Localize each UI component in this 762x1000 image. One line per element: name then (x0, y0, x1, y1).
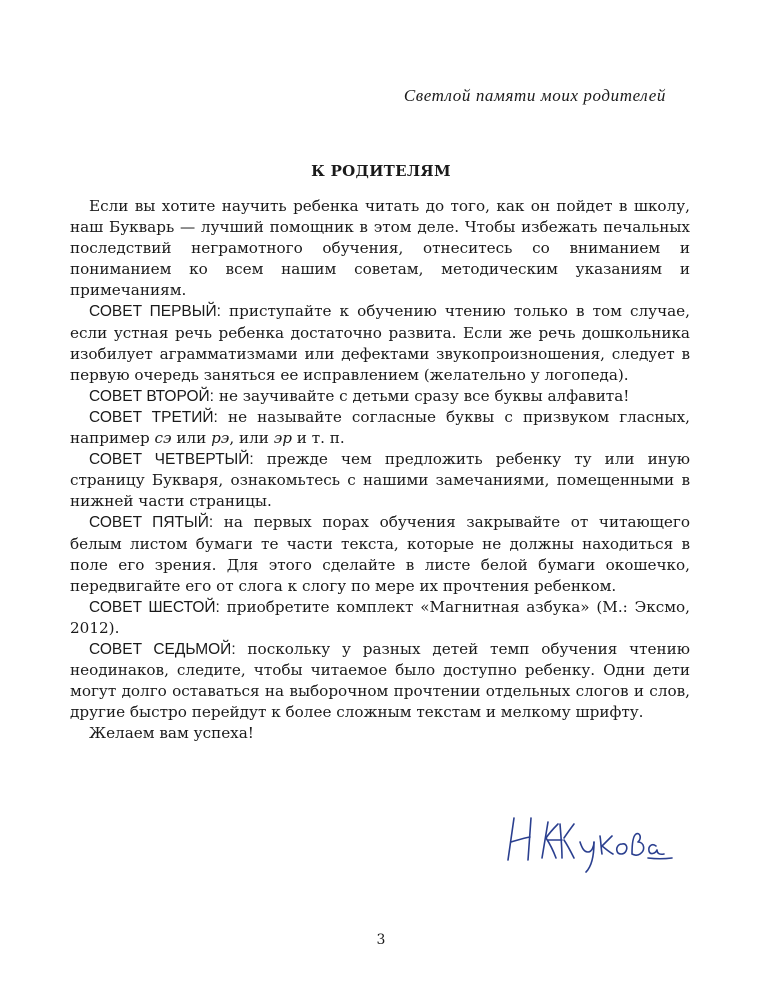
advice-second (70, 386, 690, 407)
handwritten-signature (498, 798, 678, 878)
advice-label: СОВЕТ ПЯТЫЙ: (89, 514, 214, 532)
advice-seventh (70, 639, 690, 723)
advice-text: прежде чем предложить ребенку ту или иную страницу Букваря, ознакомьтесь с нашими замечаниями, помещенными в нижней части страницы. (70, 450, 690, 511)
advice-text: , или (229, 429, 274, 448)
advice-text: и т. п. (291, 429, 345, 448)
example-sound: эр (273, 429, 292, 448)
advice-label: СОВЕТ ШЕСТОЙ: (89, 598, 220, 616)
advice-text: или (171, 429, 212, 448)
advice-label: СОВЕТ ВТОРОЙ: (89, 387, 214, 405)
advice-label: СОВЕТ ПЕРВЫЙ: (89, 303, 221, 321)
advice-fourth (70, 449, 690, 512)
advice-first (70, 301, 690, 385)
advice-sixth (70, 597, 690, 639)
advice-label: СОВЕТ СЕДЬМОЙ: (89, 640, 236, 658)
advice-text: на первых порах обучения закрывайте от читающего белым листом бумаги те части текста, которые не должны находиться в поле его зрения. Для этого сделайте в листе белой бумаги окошечко, передвигайте его от слога к слогу по мере их прочтения ребенком. (70, 513, 690, 595)
example-sound: сэ (154, 429, 172, 448)
page-number: 3 (376, 932, 386, 948)
intro-paragraph: Если вы хотите научить ребенка читать до того, как он пойдет в школу, наш Букварь — лучший помощник в этом деле. Чтобы избежать печальных последствий неграмотного обучения, отнеситесь со вниманием и пониманием ко всем нашим советам, методическим указаниям и примечаниям. (70, 197, 690, 300)
page-title: К РОДИТЕЛЯМ (311, 162, 451, 180)
advice-text: приступайте к обучению чтению только в том случае, если устная речь ребенка достаточно развита. Если же речь дошкольника изобилует аграмматизмами или дефектами звукопроизношения, следует в первую очередь заняться ее исправлением (желательно у логопеда). (70, 302, 690, 384)
advice-text: не заучивайте с детьми сразу все буквы алфавита! (214, 386, 630, 405)
example-sound: рэ (211, 429, 230, 448)
advice-label: СОВЕТ ТРЕТИЙ: (89, 408, 218, 426)
advice-text: не называйте согласные буквы с призвуком гласных, например (70, 407, 690, 448)
advice-third (70, 407, 690, 449)
advice-text: поскольку у разных детей темп обучения чтению неодинаков, следите, чтобы читаемое было доступно ребенку. Одни дети могут долго оставаться на выборочном прочтении отдельных слогов и слов, другие быстро перейдут к более сложным текстам и мелкому шрифту. (70, 639, 690, 722)
advice-text: приобретите комплект «Магнитная азбука» (М.: Эксмо, 2012). (70, 597, 690, 637)
advice-label: СОВЕТ ЧЕТВЕРТЫЙ: (89, 451, 254, 469)
advice-fifth (70, 512, 690, 596)
body-text (70, 196, 690, 744)
dedication: Светлой памяти моих родителей (403, 86, 666, 105)
closing-line: Желаем вам успеха! (89, 724, 254, 743)
